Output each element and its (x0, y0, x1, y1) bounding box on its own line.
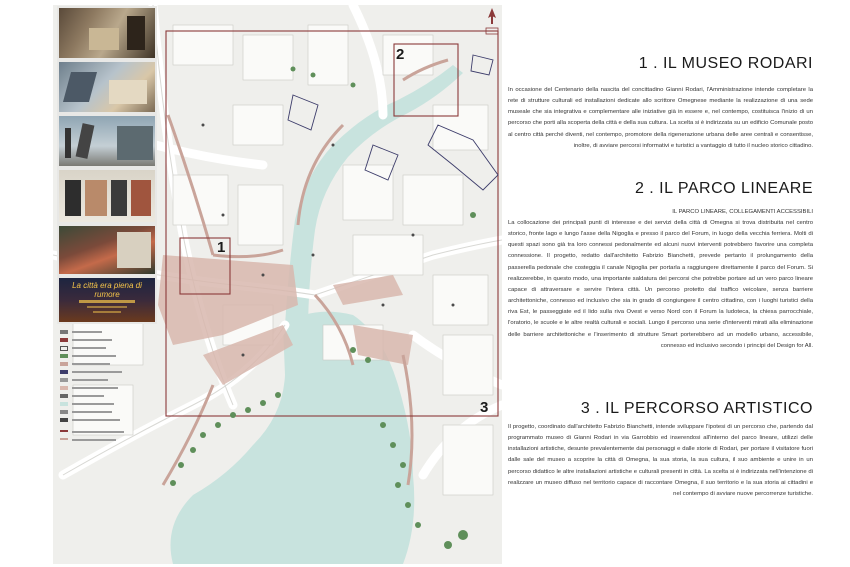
section-body: Il progetto, coordinato dall'architetto Fabrizio Bianchetti, intende sviluppare l'ipotesi di un percorso che, partendo dal programmato museo di Gianni Rodari in via Garrobbio ed inserendosi all'interno del parco lineare, utilizzi delle installazioni artistiche, desunte prevalentemente dai personaggi e dalle storie di Rodari, per portare il visitatore fuori dalle sale del museo a scoprire la città di Omegna, la sua storia, la sua cultura, il suo ambiente e unire in un percorso didattico le altre installazioni artistiche e culturali presenti in città. La scelta si è indirizzata nell'intenzione di realizzare un museo diffuso nel territorio capace di raccontare Omegna, il suo territorio e la sua storia ai cittadini e nel contempo di avviare nuove percorrenze turistiche. (508, 424, 813, 497)
photo-installation-sketch (59, 62, 155, 112)
north-arrow-icon (484, 6, 500, 36)
area-number-3: 3 (480, 399, 489, 416)
section-parco-lineare (508, 180, 813, 380)
photo-exhibition-panels (59, 170, 155, 222)
section-title: 3 . IL PERCORSO ARTISTICO (580, 400, 813, 417)
section-museo-rodari (508, 55, 813, 165)
photo-museum-interior (59, 8, 155, 58)
map-legend (60, 330, 158, 445)
photo-sculptures (59, 116, 155, 166)
section-body: La collocazione dei principali punti di interesse e dei servizi della città di Omegna si trova distribuita nel centro storico, fronte lago e lungo l'asse della Nigoglia e presso il parco del Forum, in luogo della vecchia ferriera. Molti di questi spazi sono già tra loro connessi pedonalmente ed alcuni nuovi interventi potrebbero favorire una completa connessione. Il progetto, redatto dall'architetto Fabrizio Bianchetti, prevede pertanto il prolungamento della passerella pedonale che costeggia il canale Nigoglia per portarla a raggiungere direttamente il parco del Forum. Si realizzerebbe, in questo modo, una importante saldatura dei percorsi che potrebbe portare ad un vero parco lineare capace di attraversare e servire l'intera città. Un percorso protetto dal traffico veicolare, senza barriere architettoniche, connesso ed inclusivo che sia in grado di congiungere il centro cittadino, con i luoghi turistici della riva Est, le passeggiate ed il lido sulla riva Ovest e verso Nord con il Forum la ludoteca, la chiesa parrocchiale, l'oratorio, le scuole e le altre realtà culturali e sociali. Lungo il percorso una serie d'interventi mirati alla eliminazione delle barriere architettoniche e l'inserimento di strutture Smart porterebbero ad un modello urbano, accessibile, connesso ed inclusivo secondo i principi del Design for All. (508, 220, 813, 349)
photo-caption: La città era piena di rumore (72, 281, 142, 299)
section-subheading: IL PARCO LINEARE, COLLEGAMENTI ACCESSIBILI (672, 209, 813, 215)
photo-canal-walkway (59, 226, 155, 274)
section-title: 1 . IL MUSEO RODARI (638, 55, 813, 72)
section-title: 2 . IL PARCO LINEARE (634, 180, 813, 197)
section-percorso-artistico (508, 400, 813, 520)
photo-strip (57, 6, 157, 324)
photo-night-banner (59, 278, 155, 322)
section-body: In occasione del Centenario della nascita del concittadino Gianni Rodari, l'Amministrazione intende completare la rete di strutture culturali ed installazioni dedicate allo scrittore Omegnese mediante la realizzazione di una sede museale che sia integrativa e complementare alle iniziative già in essere e, nel contempo, costituisca l'inizio di un percorso che porti alla scoperta della città e della sua cultura. La scelta si è indirizzata su un edificio Comunale posto al centro città perché diventi, nel contempo, promotore della rigenerazione urbana delle aree centrali e consentisse, inoltre, di avviare percorsi informativi e turistici a vantaggio di tutto il nucleo storico cittadino. (508, 87, 813, 149)
area-number-2: 2 (396, 46, 405, 63)
area-number-1: 1 (217, 239, 226, 256)
